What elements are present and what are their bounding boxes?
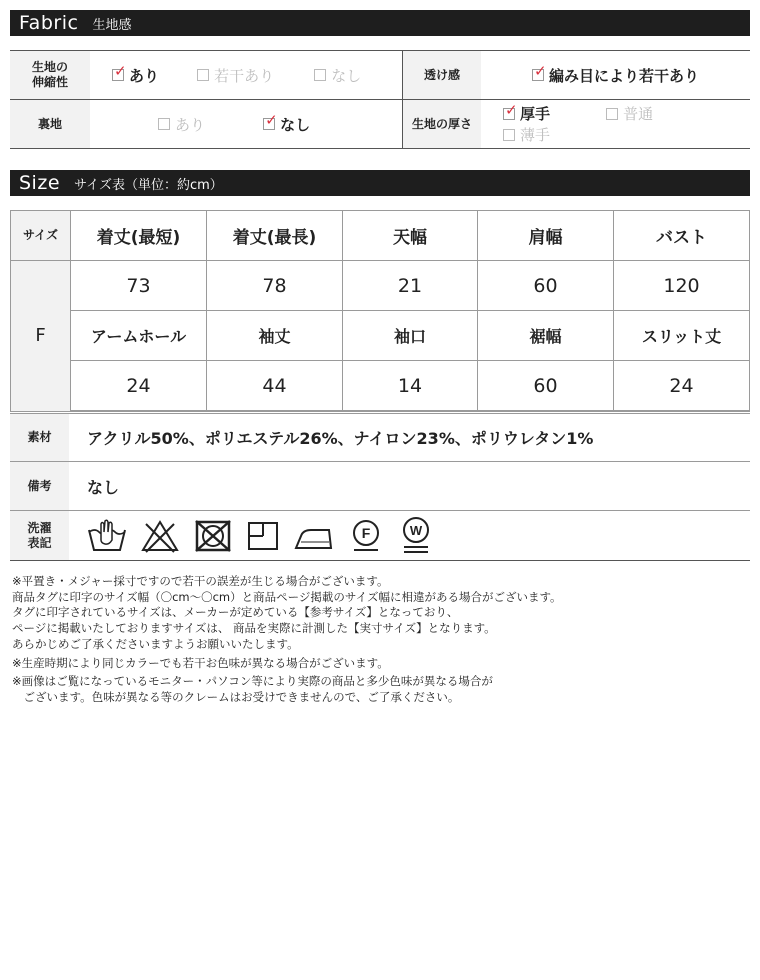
stretch-options xyxy=(90,51,403,100)
option-label: 若干あり xyxy=(214,66,275,85)
thickness-option-usude xyxy=(503,124,550,145)
size-section-header xyxy=(10,170,750,196)
checkbox-empty-icon xyxy=(197,69,209,81)
fabric-section-header xyxy=(10,10,750,36)
table-cell: 60 xyxy=(478,361,614,411)
checkbox-checked-icon: ✓ xyxy=(505,100,518,119)
col-header: 着丈(最短) xyxy=(71,211,207,261)
size-title: Size xyxy=(19,172,61,194)
thickness-option-futsu xyxy=(606,103,704,124)
sheer-options xyxy=(481,51,750,100)
care-label-line1: 洗濯 xyxy=(27,520,52,535)
col-header: 裾幅 xyxy=(478,311,614,361)
option-label: なし xyxy=(331,66,362,85)
line-dry-icon xyxy=(246,518,280,554)
note-line: ※生産時期により同じカラーでも若干お色味が異なる場合がございます。 xyxy=(12,655,389,670)
stretch-option-ari xyxy=(112,62,192,86)
stretch-label-line2: 伸縮性 xyxy=(31,75,68,89)
checkbox-checked-icon: ✓ xyxy=(114,62,127,80)
care-icons xyxy=(69,511,750,561)
stretch-option-jakkan xyxy=(197,65,309,86)
sheer-option xyxy=(532,62,699,86)
option-label: あり xyxy=(129,66,160,85)
table-cell: 44 xyxy=(207,361,343,411)
option-label: 厚手 xyxy=(520,105,551,123)
checkbox-empty-icon xyxy=(314,69,326,81)
notes-block xyxy=(12,574,748,706)
thickness-label: 生地の厚さ xyxy=(403,100,482,149)
size-subtitle: サイズ表（単位：約cm） xyxy=(74,177,223,193)
material-value: アクリル50%、ポリエステル26%、ナイロン23%、ポリウレタン1% xyxy=(87,429,594,448)
col-header: 袖口 xyxy=(343,311,478,361)
checkbox-checked-icon: ✓ xyxy=(533,62,547,80)
wet-clean-w-icon xyxy=(398,516,434,556)
details-table xyxy=(10,411,750,561)
checkbox-checked-icon: ✓ xyxy=(265,111,278,129)
note-line: 商品タグに印字のサイズ幅（〇cm〜〇cm）と商品ページ掲載のサイズ幅に相違がある場合がございます。 xyxy=(12,589,562,604)
table-cell: 24 xyxy=(71,361,207,411)
stretch-label-line1: 生地の xyxy=(31,60,68,74)
table-cell: 21 xyxy=(343,261,478,311)
col-header: 袖丈 xyxy=(207,311,343,361)
lining-label: 裏地 xyxy=(10,100,90,149)
note-line: ございます。色味が異なる等のクレームはお受けできませんので、ご了承ください。 xyxy=(12,689,460,704)
note-line: タグに印字されているサイズは、メーカーが定めている【参考サイズ】となっており、 xyxy=(12,605,459,620)
care-label xyxy=(10,511,69,561)
table-cell: 73 xyxy=(71,261,207,311)
no-tumble-dry-icon xyxy=(193,518,233,554)
col-header: アームホール xyxy=(71,311,207,361)
option-label: なし xyxy=(280,115,311,134)
table-cell: 60 xyxy=(478,261,614,311)
care-letter-f: F xyxy=(362,524,371,541)
stretch-label xyxy=(10,51,90,100)
col-header: 肩幅 xyxy=(478,211,614,261)
option-label: あり xyxy=(175,115,206,134)
lining-option-ari xyxy=(158,114,258,135)
col-header: 天幅 xyxy=(343,211,478,261)
care-label-line2: 表記 xyxy=(27,535,52,550)
table-cell: 14 xyxy=(343,361,478,411)
option-label: 普通 xyxy=(623,105,654,123)
note-line: ※平置き・メジャー採寸ですので若干の誤差が生じる場合がございます。 xyxy=(12,574,389,588)
table-cell: 120 xyxy=(614,261,750,311)
col-header: バスト xyxy=(614,211,750,261)
thickness-option-atsude xyxy=(503,100,601,124)
hand-wash-icon xyxy=(87,518,127,554)
fabric-table xyxy=(10,50,750,149)
size-value: F xyxy=(11,261,71,412)
sheer-label: 透け感 xyxy=(403,51,482,100)
note-line: ※画像はご覧になっているモニター・パソコン等により実際の商品と多少色味が異なる場合が xyxy=(12,674,493,689)
dry-clean-f-icon xyxy=(348,518,384,554)
checkbox-empty-icon xyxy=(606,108,618,120)
col-header: スリット丈 xyxy=(614,311,750,361)
note-line: ページに掲載いたしておりますサイズは、 商品を実際に計測した【実寸サイズ】となります。 xyxy=(12,621,496,636)
iron-low-icon xyxy=(293,518,335,554)
col-header: 着丈(最長) xyxy=(207,211,343,261)
remarks-value: なし xyxy=(87,477,120,497)
size-label: サイズ xyxy=(11,211,71,261)
table-cell: 24 xyxy=(614,361,750,411)
remarks-label: 備考 xyxy=(10,462,69,511)
fabric-subtitle: 生地感 xyxy=(92,17,132,33)
material-label: 素材 xyxy=(10,413,69,462)
thickness-options xyxy=(481,100,750,149)
care-letter-w: W xyxy=(409,522,422,538)
no-bleach-icon xyxy=(140,518,180,554)
checkbox-empty-icon xyxy=(503,129,515,141)
fabric-title: Fabric xyxy=(19,12,79,34)
size-table xyxy=(10,210,750,412)
table-cell: 78 xyxy=(207,261,343,311)
option-label: 薄手 xyxy=(520,126,551,144)
lining-option-nashi xyxy=(263,111,311,135)
checkbox-empty-icon xyxy=(158,118,170,130)
note-line: あらかじめご了承くださいますようお願いいたします。 xyxy=(12,636,299,651)
stretch-option-nashi xyxy=(314,65,361,86)
lining-options xyxy=(90,100,403,149)
option-label: 編み目により若干あり xyxy=(548,66,699,85)
